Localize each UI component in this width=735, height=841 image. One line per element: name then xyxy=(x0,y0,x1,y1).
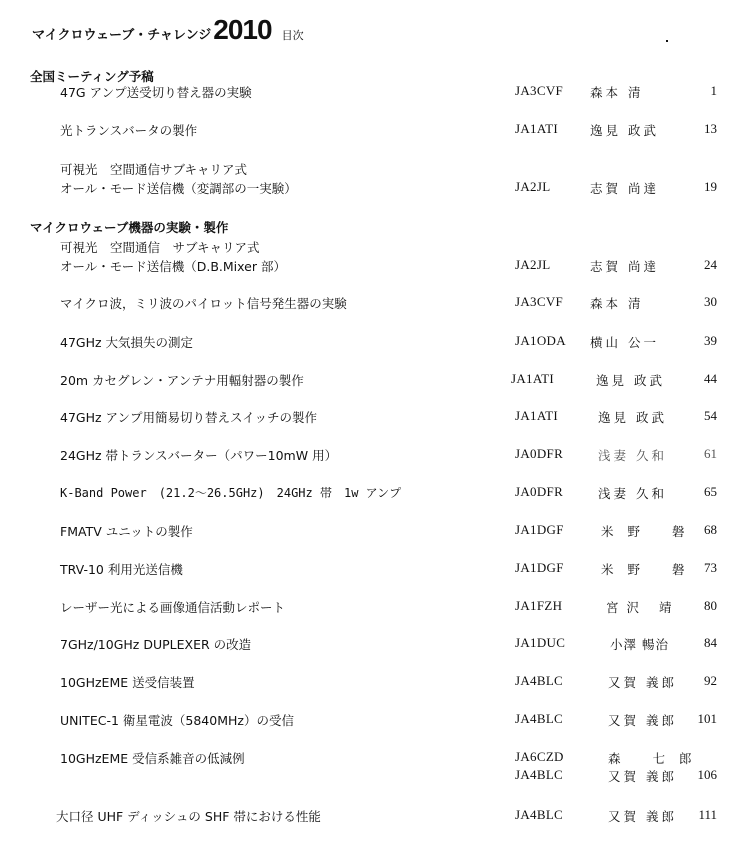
entry-title: 大口径 UHF ディッシュの SHF 帯における性能 xyxy=(56,809,321,824)
entry-title: 10GHzEME 受信系雑音の低減例 xyxy=(60,751,245,766)
entry-page: 61 xyxy=(704,446,717,461)
entry-author: 森本 清 xyxy=(590,85,644,100)
entry-callsign: JA3CVF xyxy=(515,83,564,98)
entry-title: 47GHz アンプ用簡易切り替えスイッチの製作 xyxy=(60,410,318,425)
entry-callsign: JA1ATI xyxy=(515,408,558,423)
entry-author: 横山 公一 xyxy=(590,335,659,350)
entry-author: 逸見 政武 xyxy=(598,410,667,425)
entry-page: 24 xyxy=(704,257,717,272)
title-subtitle: 目次 xyxy=(281,29,304,42)
entry-page: 54 xyxy=(704,408,717,423)
entry-callsign: JA4BLC xyxy=(515,673,564,688)
entry-callsign: JA3CVF xyxy=(515,294,564,309)
entry-callsign: JA1DGF xyxy=(515,560,564,575)
entry-page: 106 xyxy=(697,767,717,782)
entry-page: 92 xyxy=(704,673,717,688)
entry-title: TRV-10 利用光送信機 xyxy=(60,562,183,577)
entry-page: 111 xyxy=(698,807,717,822)
entry-callsign: JA1DGF xyxy=(515,522,564,537)
entry-author: 浅妻 久和 xyxy=(598,486,667,501)
entry-callsign: JA1ODA xyxy=(515,333,566,348)
entry-callsign: JA1ATI xyxy=(515,121,558,136)
entry-title-line-2: オール・モード送信機（D.B.Mixer 部） xyxy=(60,259,286,274)
entry-callsign: JA4BLC xyxy=(515,807,564,822)
entry-page: 13 xyxy=(704,121,717,136)
entry-author: 又賀 義郎 xyxy=(608,769,677,784)
entry-callsign: JA0DFR xyxy=(515,484,564,499)
entry-title-line-1: 可視光 空間通信 サブキャリア式 xyxy=(60,240,260,255)
entry-callsign: JA6CZD xyxy=(515,749,564,764)
section-heading: 全国ミーティング予稿 xyxy=(30,69,154,84)
entry-title: 10GHzEME 送受信装置 xyxy=(60,675,195,690)
entry-author: 小澤 暢治 xyxy=(610,637,669,652)
entry-title: 光トランスバータの製作 xyxy=(60,123,198,138)
entry-callsign: JA1ATI xyxy=(511,371,554,386)
entry-page: 73 xyxy=(704,560,717,575)
entry-callsign: JA4BLC xyxy=(515,767,564,782)
entry-author: 逸見 政武 xyxy=(590,123,659,138)
entry-author: 浅妻 久和 xyxy=(598,448,667,463)
entry-author: 米野 磐 xyxy=(601,562,699,577)
entry-page: 19 xyxy=(704,179,717,194)
document-title xyxy=(32,14,304,46)
title-year: 2010 xyxy=(213,14,272,45)
entry-author: 宮沢 靖 xyxy=(606,600,680,615)
entry-callsign: JA0DFR xyxy=(515,446,564,461)
entry-callsign: JA1FZH xyxy=(515,598,563,613)
entry-author: 又賀 義郎 xyxy=(608,809,677,824)
entry-title: レーザー光による画像通信活動レポート xyxy=(60,600,286,615)
entry-title: 24GHz 帯トランスバーター（パワー10mW 用） xyxy=(60,448,338,463)
entry-author: 米野 磐 xyxy=(601,524,699,539)
entry-title: UNITEC-1 衛星電波（5840MHz）の受信 xyxy=(60,713,294,728)
entry-title: 47G アンプ送受切り替え器の実験 xyxy=(60,85,252,100)
section-heading: マイクロウェーブ機器の実験・製作 xyxy=(30,220,229,235)
entry-author: 又賀 義郎 xyxy=(608,675,677,690)
entry-title-line-2: オール・モード送信機（変調部の一実験） xyxy=(60,181,297,196)
entry-page: 1 xyxy=(710,83,717,98)
entry-author: 逸見 政武 xyxy=(596,373,665,388)
entry-page: 68 xyxy=(704,522,717,537)
entry-author: 志賀 尚達 xyxy=(590,259,659,274)
entry-author: 森本 清 xyxy=(590,296,644,311)
entry-title-line-1: 可視光 空間通信サブキャリア式 xyxy=(60,162,248,177)
entry-callsign: JA4BLC xyxy=(515,711,564,726)
entry-page: 30 xyxy=(704,294,717,309)
entry-page: 44 xyxy=(704,371,717,386)
entry-page: 65 xyxy=(704,484,717,499)
entry-title: FMATV ユニットの製作 xyxy=(60,524,193,539)
entry-page: 80 xyxy=(704,598,717,613)
entry-author: 森 七郎 xyxy=(608,751,706,766)
entry-page: 84 xyxy=(704,635,717,650)
entry-author: 又賀 義郎 xyxy=(608,713,677,728)
entry-title: 20m カセグレン・アンテナ用輻射器の製作 xyxy=(60,373,304,388)
entry-callsign: JA2JL xyxy=(515,257,551,272)
entry-page: 101 xyxy=(697,711,717,726)
entry-author: 志賀 尚達 xyxy=(590,181,659,196)
entry-callsign: JA2JL xyxy=(515,179,551,194)
entry-title: マイクロ波，ミリ波のパイロット信号発生器の実験 xyxy=(60,296,347,311)
entry-callsign: JA1DUC xyxy=(515,635,566,650)
entry-title: K-Band Power (21.2～26.5GHz) 24GHz 帯 1w アンプ xyxy=(60,486,402,500)
entry-title: 47GHz 大気損失の測定 xyxy=(60,335,194,350)
title-text: マイクロウェーブ・チャレンジ xyxy=(32,28,212,43)
entry-page: 39 xyxy=(704,333,717,348)
stray-dot xyxy=(666,40,668,42)
entry-title: 7GHz/10GHz DUPLEXER の改造 xyxy=(60,637,252,652)
